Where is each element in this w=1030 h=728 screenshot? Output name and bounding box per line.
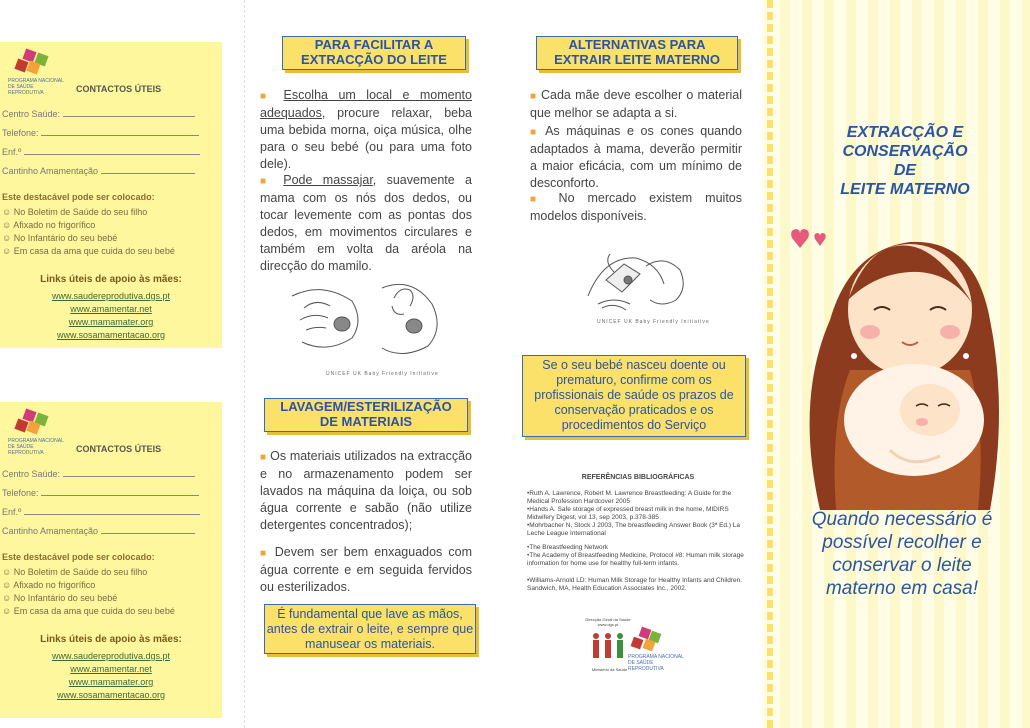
hearts-icon [790, 226, 830, 252]
cover-quote-line-4: materno em casa! [825, 578, 979, 599]
dgs-logo [578, 617, 638, 627]
contact-field[interactable] [2, 525, 195, 536]
premature-note-box [522, 355, 746, 437]
placement-text: Afixado no frigorífico [13, 220, 96, 230]
mother-baby-illustration [790, 210, 1020, 510]
facilitar-paragraph-1 [260, 87, 472, 173]
contacts-title: CONTACTOS ÚTEIS [76, 444, 162, 454]
contact-field[interactable] [2, 487, 199, 498]
smiley-icon: ☺ [2, 567, 12, 577]
bullet-icon: ■ [260, 452, 267, 463]
contact-field[interactable] [2, 127, 199, 138]
support-link[interactable]: www.sosamamentacao.org [56, 690, 166, 700]
placement-text: Em casa da ama que cuida do seu bebé [13, 606, 175, 616]
facilitar-p1-b: adequados [260, 106, 322, 120]
psr-logo-line-1: PROGRAMA NACIONAL [628, 654, 684, 660]
contact-field-label: Centro Saúde: [2, 469, 61, 479]
cover-title-line-3: DE [893, 162, 917, 179]
psr-logo-line-2: DE SAÚDE REPRODUTIVA [8, 84, 44, 96]
psr-logo-line-1: PROGRAMA NACIONAL [8, 78, 64, 84]
massage-illustration [282, 276, 452, 366]
support-link[interactable]: www.mamamater.org [68, 317, 154, 327]
lavagem-title-2: DE MATERIAIS [319, 414, 413, 429]
cover-quote-line-2: possível recolher e [822, 532, 982, 553]
placement-text: No Infantário do seu bebé [13, 593, 118, 603]
reference-item: •Mohrbacher N, Stock J 2003, The breastfeeding Answer Book (3ª Ed.) La Leche League International [527, 522, 741, 537]
placement-text: No Infantário do seu bebé [13, 233, 118, 243]
facilitar-p1-a: Escolha um local e momento [283, 88, 472, 102]
reference-item: •Hands A. Safe storage of expressed breast milk in the home, MIDIRS Midwifery Digest, vol 13, sep 2003, p.378-385 [527, 506, 729, 521]
dgs-logo-text: Direcção-Geral da Saúde [585, 617, 631, 622]
smiley-icon: ☺ [2, 233, 12, 243]
contact-field[interactable] [2, 165, 195, 176]
contact-field[interactable] [2, 468, 195, 479]
lavagem-p2: Devem ser bem enxaguados com água corrente e em seguida fervidos ou esterilizados. [260, 545, 472, 594]
placement-text: No Boletim de Saúde do seu filho [13, 207, 148, 217]
lavagem-note-box [264, 604, 476, 654]
contacts-title: CONTACTOS ÚTEIS [76, 84, 162, 94]
support-link[interactable]: www.sosamamentacao.org [56, 330, 166, 340]
ministerio-logo-icon [588, 631, 628, 665]
premature-note: Se o seu bebé nasceu doente ou prematuro, confirme com os profissionais de saúde os prazos de conservação praticados e os procedimentos do Serviço [534, 358, 734, 432]
support-link[interactable]: www.mamamater.org [68, 677, 154, 687]
detach-title: Este destacável pode ser colocado: [2, 192, 155, 202]
contact-field-label: Centro Saúde: [2, 109, 61, 119]
placement-item [2, 580, 95, 590]
alternativas-header [536, 36, 738, 70]
reference-item: •The Breastfeeding Network [527, 544, 609, 551]
contact-field-line[interactable] [24, 146, 200, 155]
support-link[interactable]: www.saudereprodutiva.dgs.pt [51, 651, 171, 661]
placement-item [2, 220, 95, 230]
alternativas-paragraph-1 [530, 87, 742, 122]
psr-logo-line-2: DE SAÚDE REPRODUTIVA [8, 444, 44, 456]
smiley-icon: ☺ [2, 246, 12, 256]
placement-text: Em casa da ama que cuida do seu bebé [13, 246, 175, 256]
cover-quote [802, 508, 1002, 600]
smiley-icon: ☺ [2, 220, 12, 230]
alternativas-title-1: ALTERNATIVAS PARA [568, 37, 706, 52]
references-title: REFERÊNCIAS BIBLIOGRÁFICAS [581, 474, 695, 481]
smiley-icon: ☺ [2, 593, 12, 603]
support-link[interactable]: www.amamentar.net [70, 304, 152, 314]
alternativas-paragraph-3 [530, 190, 742, 225]
support-link[interactable]: www.saudereprodutiva.dgs.pt [51, 291, 171, 301]
contact-field[interactable] [2, 506, 200, 517]
contact-field-line[interactable] [63, 108, 195, 117]
alternativas-p1: Cada mãe deve escolher o material que melhor se adapta a si. [530, 88, 742, 120]
lavagem-title-1: LAVAGEM/ESTERILIZAÇÃO [280, 399, 452, 414]
contact-field-line[interactable] [101, 525, 195, 534]
contact-field-line[interactable] [41, 487, 199, 496]
smiley-icon: ☺ [2, 606, 12, 616]
placement-text: Afixado no frigorífico [13, 580, 96, 590]
fold-line [244, 0, 245, 728]
lavagem-paragraph-2 [260, 544, 472, 596]
facilitar-p2-a: Pode massajar [283, 173, 373, 187]
contacts-card-top [0, 42, 222, 348]
psr-logo-text [8, 438, 70, 456]
links-title: Links úteis de apoio às mães: [40, 274, 182, 285]
contact-field-line[interactable] [101, 165, 195, 174]
facilitar-header [282, 36, 466, 70]
contact-field-label: Cantinho Amamentação [2, 166, 99, 176]
contact-field-label: Cantinho Amamentação [2, 526, 99, 536]
contact-field-line[interactable] [24, 506, 200, 515]
placement-item [2, 207, 147, 217]
contact-field-line[interactable] [41, 127, 199, 136]
facilitar-p2-b: , suavemente a mama com os nós dos dedos, ou tocar levemente com as pontas dos dedos, em movimentos circulares e também em volta da aréola na direcção do mamilo. [260, 173, 472, 273]
links-title: Links úteis de apoio às mães: [40, 634, 182, 645]
contact-field-label: Telefone: [2, 128, 39, 138]
ministerio-logo-text: Ministério da Saúde [591, 667, 628, 672]
facilitar-title-2: EXTRACÇÃO DO LEITE [301, 52, 447, 67]
cover-title-line-2: CONSERVAÇÃO [842, 143, 968, 160]
psr-logo-line-1: PROGRAMA NACIONAL [8, 438, 64, 444]
placement-item [2, 246, 175, 256]
reference-item: •The Academy of Breastfeeding Medicine, Protocol #8: Human milk storage information for home use for healthy full-term infants. [527, 552, 744, 567]
psr-logo [8, 408, 70, 456]
contact-field-label: Enf.º [2, 147, 22, 157]
support-link[interactable]: www.amamentar.net [70, 664, 152, 674]
smiley-icon: ☺ [2, 207, 12, 217]
psr-logo-small [628, 628, 690, 670]
detach-title: Este destacável pode ser colocado: [2, 552, 155, 562]
psr-logo-text [628, 654, 690, 672]
facilitar-paragraph-2 [260, 172, 472, 275]
alternativas-p3: No mercado existem muitos modelos disponíveis. [530, 191, 742, 223]
reference-item: •Ruth A. Lawrence, Robert M. Lawrence Breastfeeding: A Guide for the Medical Profession Hardcover 2005 [527, 490, 732, 505]
lavagem-paragraph-1 [260, 448, 472, 534]
psr-logo-line-2: DE SAÚDE REPRODUTIVA [628, 660, 664, 672]
bullet-icon: ■ [260, 176, 273, 187]
placement-item [2, 593, 117, 603]
placement-item [2, 233, 117, 243]
facilitar-image-caption: UNICEF UK Baby Friendly Initiative [326, 371, 439, 377]
contact-field[interactable] [2, 108, 195, 119]
alternativas-image-caption: UNICEF UK Baby Friendly Initiative [597, 319, 710, 325]
cover-title-line-1: EXTRACÇÃO E [846, 124, 964, 141]
bullet-icon: ■ [530, 194, 546, 205]
logo-square-icon [643, 639, 656, 652]
cover-title [820, 123, 990, 199]
psr-logo [8, 48, 70, 96]
contact-field-label: Telefone: [2, 488, 39, 498]
placement-text: No Boletim de Saúde do seu filho [13, 567, 148, 577]
contact-field-line[interactable] [63, 468, 195, 477]
logo-square-icon [26, 420, 40, 434]
psr-logo-text [8, 78, 70, 96]
alternativas-title-2: EXTRAIR LEITE MATERNO [554, 52, 720, 67]
smiley-icon: ☺ [2, 580, 12, 590]
bullet-icon: ■ [260, 548, 269, 559]
contact-field-label: Enf.º [2, 507, 22, 517]
contacts-card-bottom [0, 402, 222, 718]
lavagem-note: É fundamental que lave as mãos, antes de extrair o leite, e sempre que manusear os materiais. [266, 607, 474, 651]
breast-pump-illustration [584, 244, 694, 316]
reference-item: •Williams-Arnold LD: Human Milk Storage for Healthy Infants and Children. Sandwich, MA, Health Education Associates Inc., 2002. [527, 577, 743, 592]
logo-square-icon [26, 60, 40, 74]
dgs-logo-url: www.dgs.pt [597, 622, 619, 627]
placement-item [2, 606, 175, 616]
placement-item [2, 567, 147, 577]
facilitar-p1-c: , procure relaxar, beba uma bebida morna, oiça música, olhe para o seu bebé (ou para uma foto dele). [260, 106, 472, 171]
bullet-icon: ■ [530, 127, 540, 138]
alternativas-paragraph-2 [530, 123, 742, 192]
facilitar-title-1: PARA FACILITAR A [314, 37, 434, 52]
cover-title-line-4: LEITE MATERNO [840, 181, 970, 198]
bullet-icon: ■ [260, 91, 274, 102]
bullet-icon: ■ [530, 91, 537, 102]
contact-field[interactable] [2, 146, 200, 157]
cover-quote-line-3: conservar o leite [832, 555, 972, 576]
lavagem-p1: Os materiais utilizados na extracção e no armazenamento podem ser lavados na máquina da loiça, ou sob água corrente e sabão (não utilize detergentes concentrados); [260, 449, 472, 532]
alternativas-p2: As máquinas e os cones quando adaptados à mama, deverão permitir a maior eficácia, com um mínimo de desconforto. [530, 124, 742, 190]
lavagem-header [264, 398, 468, 432]
cover-quote-line-1: Quando necessário é [811, 509, 993, 530]
